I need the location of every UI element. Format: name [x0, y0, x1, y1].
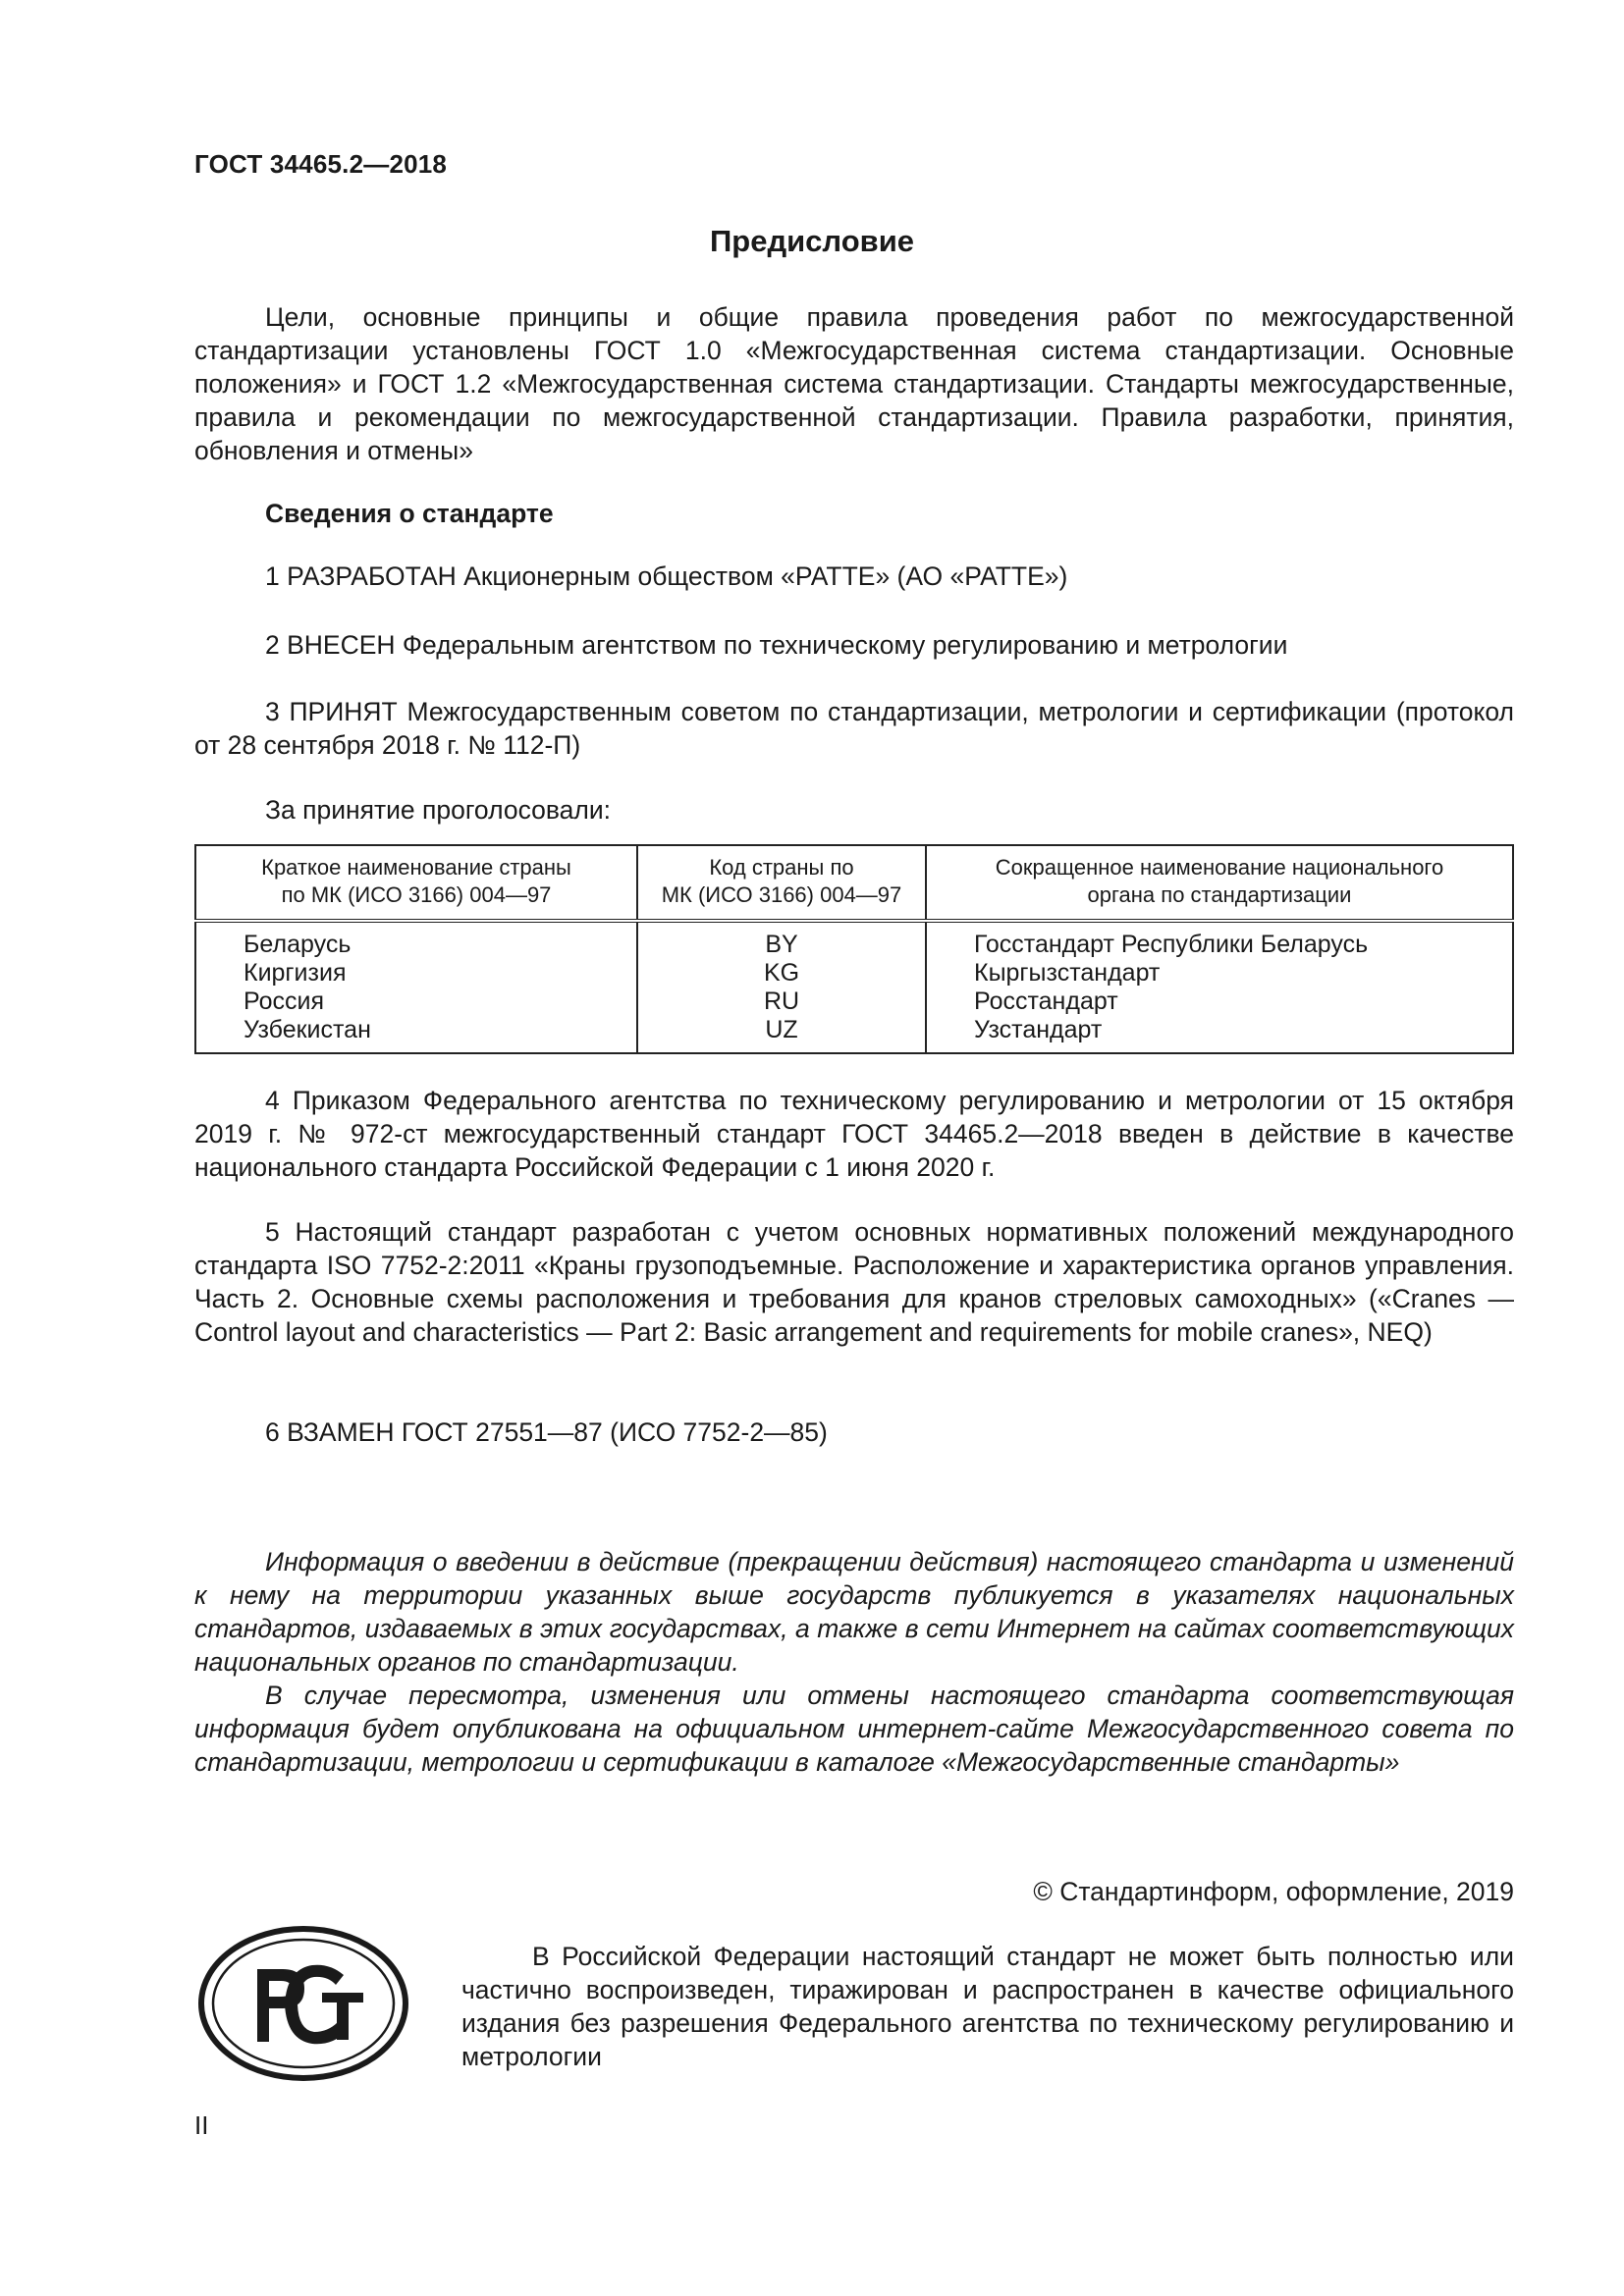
rst-certification-mark-icon — [196, 1924, 410, 2083]
org-cell — [926, 921, 1513, 1053]
item-1-block — [194, 560, 1514, 593]
item-2: 2 ВНЕСЕН Федеральным агентством по техническому регулированию и метрологии — [265, 630, 1288, 660]
country-name: Узбекистан — [244, 1016, 371, 1043]
header-org-line-1: Сокращенное наименование национального — [995, 855, 1444, 880]
org-name: Узстандарт — [974, 1016, 1103, 1043]
info-paragraph-1: Информация о введении в действие (прекращении действия) настоящего стандарта и изменений к нему на территории указанных выше государств публикуется в указателях национальных стандартов, издаваемых в этих государствах, а также в сети Интернет на сайтах соответствующих национальных органов по стандартизации. — [194, 1547, 1514, 1677]
section-heading: Сведения о стандарте — [265, 499, 554, 528]
table-header-row — [195, 845, 1513, 921]
org-name: Росстандарт — [974, 988, 1118, 1015]
item-5: 5 Настоящий стандарт разработан с учетом основных нормативных положений международного стандарта ISO 7752-2:2011 «Краны грузоподъемные. Расположение и характеристика органов управления. Часть 2. Основные схемы расположения и требования для кранов стреловых самоходных» («Cranes — Control layout and characteristics — Part 2: Basic arrangement and requirements for mobile cranes», NEQ) — [194, 1217, 1514, 1347]
country-name: Россия — [244, 988, 324, 1015]
country-code: KG — [763, 959, 800, 987]
info-section — [194, 1545, 1514, 1779]
page-number: II — [194, 2110, 209, 2140]
copyright-notice: © Стандартинформ, оформление, 2019 — [1033, 1877, 1514, 1906]
document-code-header: ГОСТ 34465.2—2018 — [194, 149, 448, 179]
item-6: 6 ВЗАМЕН ГОСТ 27551—87 (ИСО 7752-2—85) — [265, 1417, 828, 1447]
standard-info-heading-block — [194, 497, 1514, 530]
org-name: Кыргызстандарт — [974, 959, 1161, 987]
voted-label-block — [194, 793, 1514, 827]
org-name: Госстандарт Республики Беларусь — [974, 931, 1369, 958]
header-country-line-2: по МК (ИСО 3166) 004—97 — [281, 882, 552, 907]
table-row — [195, 921, 1513, 1053]
item-1: 1 РАЗРАБОТАН Акционерным обществом «РАТТЕ» (АО «РАТТЕ») — [265, 561, 1068, 591]
code-cell — [637, 921, 926, 1053]
country-cell — [195, 921, 637, 1053]
country-code: UZ — [765, 1016, 798, 1043]
header-code-line-2: МК (ИСО 3166) 004—97 — [661, 882, 902, 907]
header-org-line-2: органа по стандартизации — [1087, 882, 1352, 907]
header-country — [195, 845, 637, 921]
header-code — [637, 845, 926, 921]
intro-paragraph: Цели, основные принципы и общие правила проведения работ по межгосударственной стандартизации установлены ГОСТ 1.0 «Межгосударственная система стандартизации. Основные положения» и ГОСТ 1.2 «Межгосударственная система стандартизации. Стандарты межгосударственные, правила и рекомендации по межгосударственной стандартизации. Правила разработки, принятия, обновления и отмены» — [194, 302, 1514, 465]
country-code: BY — [765, 931, 798, 958]
item-6-block — [194, 1415, 1514, 1449]
item-3-block — [194, 695, 1514, 762]
country-name: Беларусь — [244, 931, 352, 958]
item-4-block — [194, 1084, 1514, 1184]
item-4: 4 Приказом Федерального агентства по техническому регулированию и метрологии от 15 октября 2019 г. № 972-ст межгосударственный стандарт ГОСТ 34465.2—2018 введен в действие в качестве национального стандарта Российской Федерации с 1 июня 2020 г. — [194, 1086, 1514, 1182]
voted-label: За принятие проголосовали: — [265, 795, 612, 825]
country-name: Киргизия — [244, 959, 347, 987]
country-code: RU — [763, 988, 800, 1015]
header-code-line-1: Код страны по — [709, 855, 854, 880]
item-2-block — [194, 628, 1514, 662]
header-org — [926, 845, 1513, 921]
page-title: Предисловие — [709, 224, 914, 258]
header-country-line-1: Краткое наименование страны — [261, 855, 571, 880]
voting-table — [194, 844, 1514, 1054]
item-5-block — [194, 1215, 1514, 1349]
intro-section — [194, 300, 1514, 467]
item-3: 3 ПРИНЯТ Межгосударственным советом по стандартизации, метрологии и сертификации (протокол от 28 сентября 2018 г. № 112-П) — [194, 697, 1514, 760]
rights-notice: В Российской Федерации настоящий стандарт не может быть полностью или частично воспроизведен, тиражирован и распространен в качестве официального издания без разрешения Федерального агентства по техническому регулированию и метрологии — [461, 1942, 1514, 2071]
info-paragraph-2: В случае пересмотра, изменения или отмены настоящего стандарта соответствующая информация будет опубликована на официальном интернет-сайте Межгосударственного совета по стандартизации, метрологии и сертификации в каталоге «Межгосударственные стандарты» — [194, 1681, 1514, 1777]
